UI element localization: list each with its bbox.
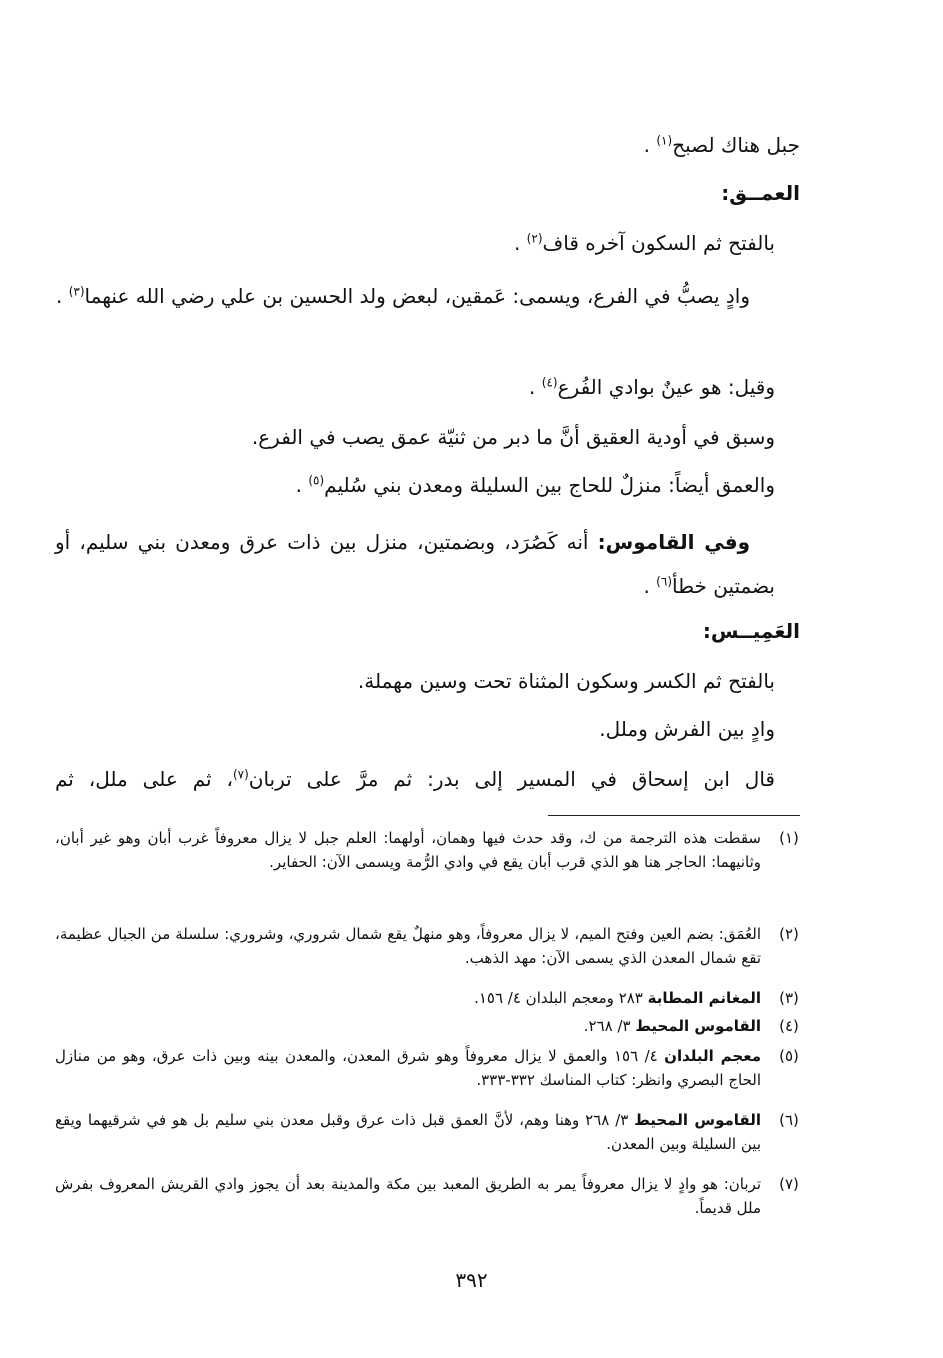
paragraph-pronunciation-1: بالفتح ثم السكون آخره قاف$^{(٢)}$ . bbox=[513, 231, 775, 255]
footnote-ref-6[interactable]: (٦) bbox=[656, 574, 672, 589]
footnote-number: (٣) bbox=[779, 989, 799, 1007]
body-line-continuation: جبل هناك لصبح$^{(١)}$ . bbox=[643, 133, 800, 157]
paragraph-qamus: وفي القاموس: أنه كَصُرَد، وبضمتين، منزل بين ذات عرق ومعدن بني سليم، أو بضمتين خطأ$^{(٦)}$ . bbox=[55, 530, 775, 598]
footnote-3: (٣) المغانم المطابة ٢٨٣ ومعجم البلدان ٤/ ١٥٦. bbox=[55, 986, 805, 1010]
footnote-6: (٦) القاموس المحيط ٣/ ٢٦٨ وهنا وهم، لأنَّ العمق قبل ذات عرق وقبل معدن بني سليم بل هو في شرقيهما ويقع بين السليلة وبين المعدن. bbox=[55, 1108, 805, 1156]
paragraph-manzil: والعمق أيضاً: منزلٌ للحاج بين السليلة ومعدن بني سُليم$^{(٥)}$ . bbox=[295, 473, 775, 497]
paragraph-wadi-description: وادٍ يصبُّ في الفرع، ويسمى: عَمقين، لبعض ولد الحسين بن علي رضي الله عنهما$^{(٣)}$ . bbox=[55, 284, 750, 308]
footnote-ref-1[interactable]: (١) bbox=[656, 133, 673, 148]
paragraph-sabaqa: وسبق في أودية العقيق أنَّ ما دبر من ثنيّة عمق يصب في الفرع. bbox=[251, 425, 775, 449]
footnote-number: (٦) bbox=[779, 1111, 799, 1129]
footnote-ref-2[interactable]: (٢) bbox=[526, 231, 543, 246]
footnote-ref-3[interactable]: (٣) bbox=[68, 284, 85, 299]
footnote-separator bbox=[548, 815, 800, 816]
footnote-7: (٧) تربان: هو وادٍ لا يزال معروفاً يمر به الطريق المعبد بين مكة والمدينة بعد أن يجوز وادي القريش المعروف بفرش ملل قديماً. bbox=[55, 1172, 805, 1220]
paragraph-wadi-between: وادٍ بين الفرش وملل. bbox=[599, 717, 775, 741]
footnote-number: (٢) bbox=[779, 925, 799, 943]
footnote-number: (١) bbox=[779, 829, 799, 847]
footnote-4: (٤) القاموس المحيط ٣/ ٢٦٨. bbox=[55, 1014, 805, 1038]
paragraph-ibn-ishaq: قال ابن إسحاق في المسير إلى بدر: ثم مرَّ على تربان$^{(٧)}$، ثم على ملل، ثم bbox=[55, 767, 775, 791]
footnote-5: (٥) معجم البلدان ٤/ ١٥٦ والعمق لا يزال معروفاً وهو شرق المعدن، والمعدن بينه وبين ذات عرق، وهو من منازل الحاج البصري وانظر: كتاب المناسك ٣٣٢-٣٣٣. bbox=[55, 1044, 805, 1092]
footnote-1: (١) سقطت هذه الترجمة من ك، وقد حدث فيها وهمان، أولهما: العلم جبل لا يزال معروفاً غرب أبان وهو غير أبان، وثانيهما: الحاجر هنا هو الذي قرب أبان يقع في وادي الرُّمة ويسمى الآن: الحفاير. bbox=[55, 826, 805, 874]
footnote-2: (٢) العُمَق: بضم العين وفتح الميم، لا يزال معروفاً، وهو منهلٌ يقع شمال شروري، وشروري: سلسلة من الجبال عظيمة، تقع شمال المعدن الذي يسمى الآن: مهد الذهب. bbox=[55, 922, 805, 970]
footnote-number: (٤) bbox=[779, 1017, 799, 1035]
entry-heading-al-umq: العمــق: bbox=[721, 181, 800, 205]
page-number: ٣٩٢ bbox=[455, 1268, 488, 1292]
footnote-ref-5[interactable]: (٥) bbox=[308, 473, 325, 488]
footnote-number: (٥) bbox=[779, 1047, 799, 1065]
footnote-number: (٧) bbox=[779, 1175, 799, 1193]
footnote-ref-4[interactable]: (٤) bbox=[541, 375, 558, 390]
paragraph-qila: وقيل: هو عينٌ بوادي الفُرع$^{(٤)}$ . bbox=[529, 375, 775, 399]
footnote-ref-7[interactable]: (٧) bbox=[232, 767, 249, 782]
entry-heading-al-amis: العَمِيــس: bbox=[702, 619, 800, 643]
paragraph-pronunciation-2: بالفتح ثم الكسر وسكون المثناة تحت وسين مهملة. bbox=[357, 669, 775, 693]
